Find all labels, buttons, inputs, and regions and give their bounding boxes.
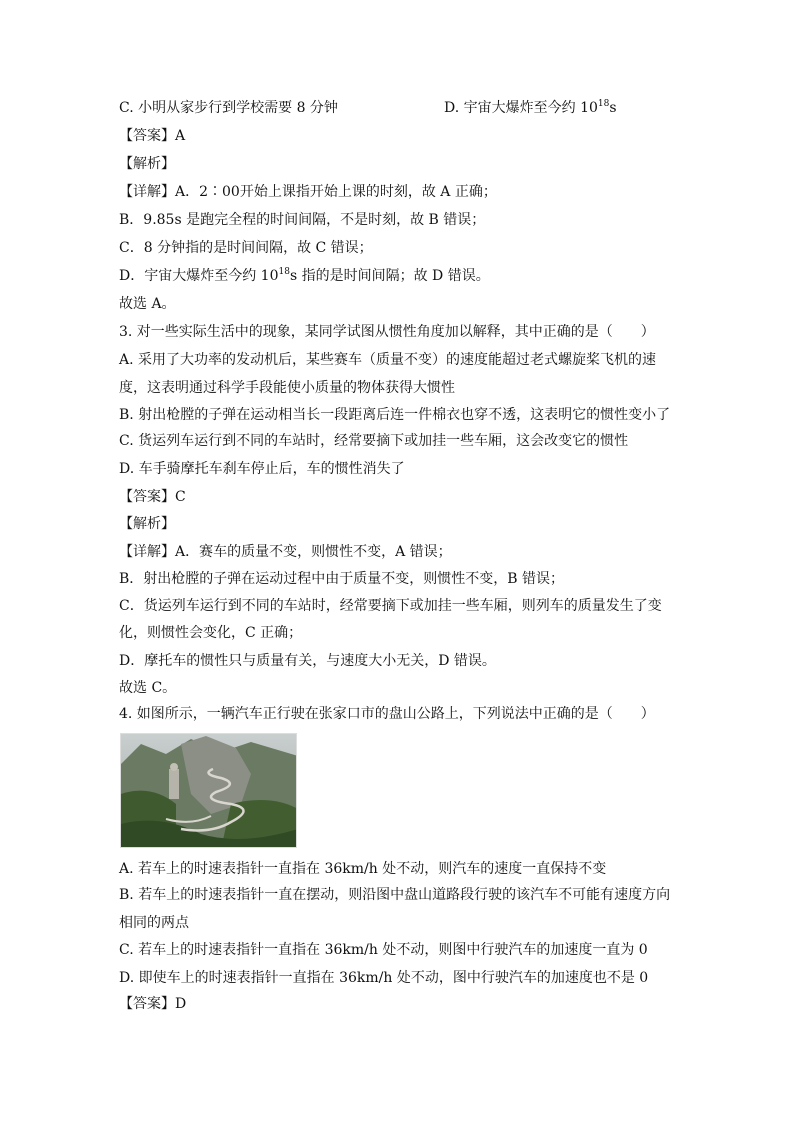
q2-option-d: D. 宇宙大爆炸至今约 $10^{18}s$	[444, 99, 617, 116]
q3-option-c: C. 货运列车运行到不同的车站时，经常要摘下或加挂一些车厢，这会改变它的惯性	[119, 433, 629, 449]
q3-conclusion: 故选 C。	[119, 680, 177, 696]
q3-analysis-heading: 【解析】	[119, 516, 175, 532]
q2-conclusion: 故选 A。	[119, 296, 176, 312]
q3-detail-a: 【详解】A．赛车的质量不变，则惯性不变，A 错误；	[119, 544, 452, 560]
q3-answer: 【答案】C	[119, 489, 186, 505]
q2-answer: 【答案】A	[119, 128, 186, 144]
q4-option-b-line2: 相同的两点	[119, 915, 189, 931]
q3-detail-c-line1: C．货运列车运行到不同的车站时，经常要摘下或加挂一些车厢，则列车的质量发生了变	[119, 598, 662, 614]
q3-option-a-line1: A. 采用了大功率的发动机后，某些赛车（质量不变）的速度能超过老式螺旋桨飞机的速	[119, 352, 657, 368]
q2-detail-c: C．8 分钟指的是时间间隔，故 C 错误；	[119, 240, 373, 256]
q4-option-d: D. 即使车上的时速表指针一直指在 36km/h 处不动，图中行驶汽车的加速度也不是 0	[119, 970, 649, 986]
q4-option-a: A. 若车上的时速表指针一直指在 36km/h 处不动，则汽车的速度一直保持不变	[119, 861, 607, 877]
q3-option-a-line2: 度，这表明通过科学手段能使小质量的物体获得大惯性	[119, 380, 455, 396]
q3-option-b: B. 射出枪膛的子弹在运动相当长一段距离后连一件棉衣也穿不透，这表明它的惯性变小了	[119, 407, 671, 423]
q4-option-c: C. 若车上的时速表指针一直指在 36km/h 处不动，则图中行驶汽车的加速度一直为 0	[119, 942, 648, 958]
mountain-road-photo	[120, 733, 297, 848]
q3-stem: 3. 对一些实际生活中的现象，某同学试图从惯性角度加以解释，其中正确的是（ ）	[119, 324, 655, 340]
q4-option-b-line1: B. 若车上的时速表指针一直在摆动，则沿图中盘山道路段行驶的该汽车不可能有速度方向	[119, 887, 671, 903]
q2-detail-d: D．宇宙大爆炸至今约 $10^{18}s$ 指的是时间间隔；故 D 错误。	[119, 267, 490, 284]
q2-detail-b: B．9.85s 是跑完全程的时间间隔，不是时刻，故 B 错误；	[119, 212, 486, 228]
q2-analysis-heading: 【解析】	[119, 156, 175, 172]
q4-stem: 4. 如图所示，一辆汽车正行驶在张家口市的盘山公路上，下列说法中正确的是（ ）	[119, 706, 655, 722]
q3-detail-c-line2: 化，则惯性会变化，C 正确；	[119, 625, 303, 641]
q3-option-d: D. 车手骑摩托车刹车停止后，车的惯性消失了	[119, 461, 405, 477]
q2-detail-a: 【详解】A．2∶00开始上课指开始上课的时刻，故 A 正确；	[119, 184, 497, 200]
q4-answer: 【答案】D	[119, 996, 187, 1012]
q3-detail-d: D．摩托车的惯性只与质量有关，与速度大小无关，D 错误。	[119, 653, 496, 669]
q2-option-c: C. 小明从家步行到学校需要 8 分钟	[119, 100, 338, 116]
q3-detail-b: B．射出枪膛的子弹在运动过程中由于质量不变，则惯性不变，B 错误；	[119, 571, 565, 587]
